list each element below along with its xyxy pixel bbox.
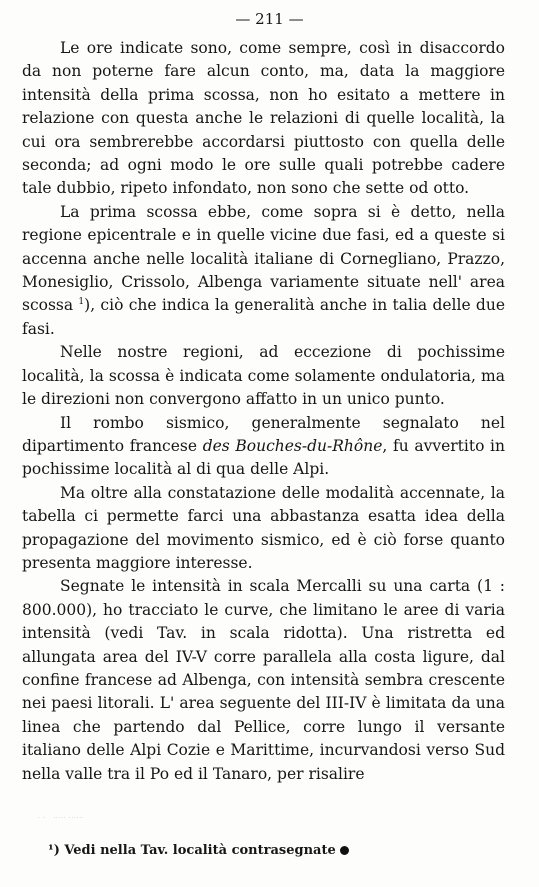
paragraph [22, 341, 505, 411]
paragraph [22, 412, 505, 482]
text-run: Nelle nostre regioni, ad eccezione di pochissime località, la scossa è indicata come solamente ondulatoria, ma le direzioni non convergono affatto in un unico punto. [22, 343, 505, 409]
paragraph [22, 201, 505, 341]
footnote [48, 843, 349, 858]
footnote-marker: 1 [78, 297, 85, 308]
text-run: Ma oltre alla constatazione delle modalità accennate, la tabella ci permette farci una abbastanza esatta idea della propagazione del movimento sismico, ed è ciò forse quanto presenta maggiore interesse. [22, 483, 505, 572]
text-run: Il rombo sismico, generalmente segnalato nel dipartimento francese [22, 413, 505, 455]
body-text [22, 37, 505, 786]
paragraph [22, 37, 505, 201]
text-run: Le ore indicate sono, come sempre, così in disaccordo da non poterne fare alcun conto, ma, data la maggiore intensità della prima scossa, non ho esitato a mettere in relazione con questa anche le relazioni di quelle località, la cui ora sembrerebbe accordarsi piuttosto con quella delle seconda; ad ogni modo le ore sulle quali potrebbe cadere tale dubbio, ripeto infondato, non sono che sette od otto. [22, 39, 505, 198]
print-smudge: · · ····· ······ [38, 815, 85, 821]
paragraph [22, 575, 505, 786]
paragraph [22, 482, 505, 576]
text-run: , fu avvertito in pochissime località al di qua delle Alpi. [22, 436, 505, 479]
page-number: — 211 — [235, 10, 304, 28]
black-dot-symbol [340, 846, 349, 855]
text-run: Segnate le intensità in scala Mercalli su una carta (1 : 800.000), ho tracciato le curve, che limitano le aree di varia intensità (vedi Tav. in scala ridotta). Una ristretta ed allungata area del IV-V corre parallela alla costa ligure, dal confine francese ad Albenga, con intensità sembra crescente nei paesi litorali. L' area seguente del III-IV è limitata da una linea che partendo dal Pellice, corre lungo il versante italiano delle Alpi Cozie e Marittime, incurvandosi verso Sud nella valle tra il Po ed il Tanaro, per risalire [22, 577, 505, 783]
text-run: ), ciò che indica la generalità anche in talia delle due fasi. [22, 296, 505, 338]
footnote-text: ¹) Vedi nella Tav. località contrasegnate [48, 843, 336, 858]
italic-text: des Bouches-du-Rhône [202, 436, 383, 455]
text-run: La prima scossa ebbe, come sopra si è detto, nella regione epicentrale e in quelle vicine due fasi, ed a queste si accenna anche nelle località italiane di Cornegliano, Prazzo, Monesiglio, Crissolo, Albenga variamente situate nell' area scossa [22, 202, 505, 315]
